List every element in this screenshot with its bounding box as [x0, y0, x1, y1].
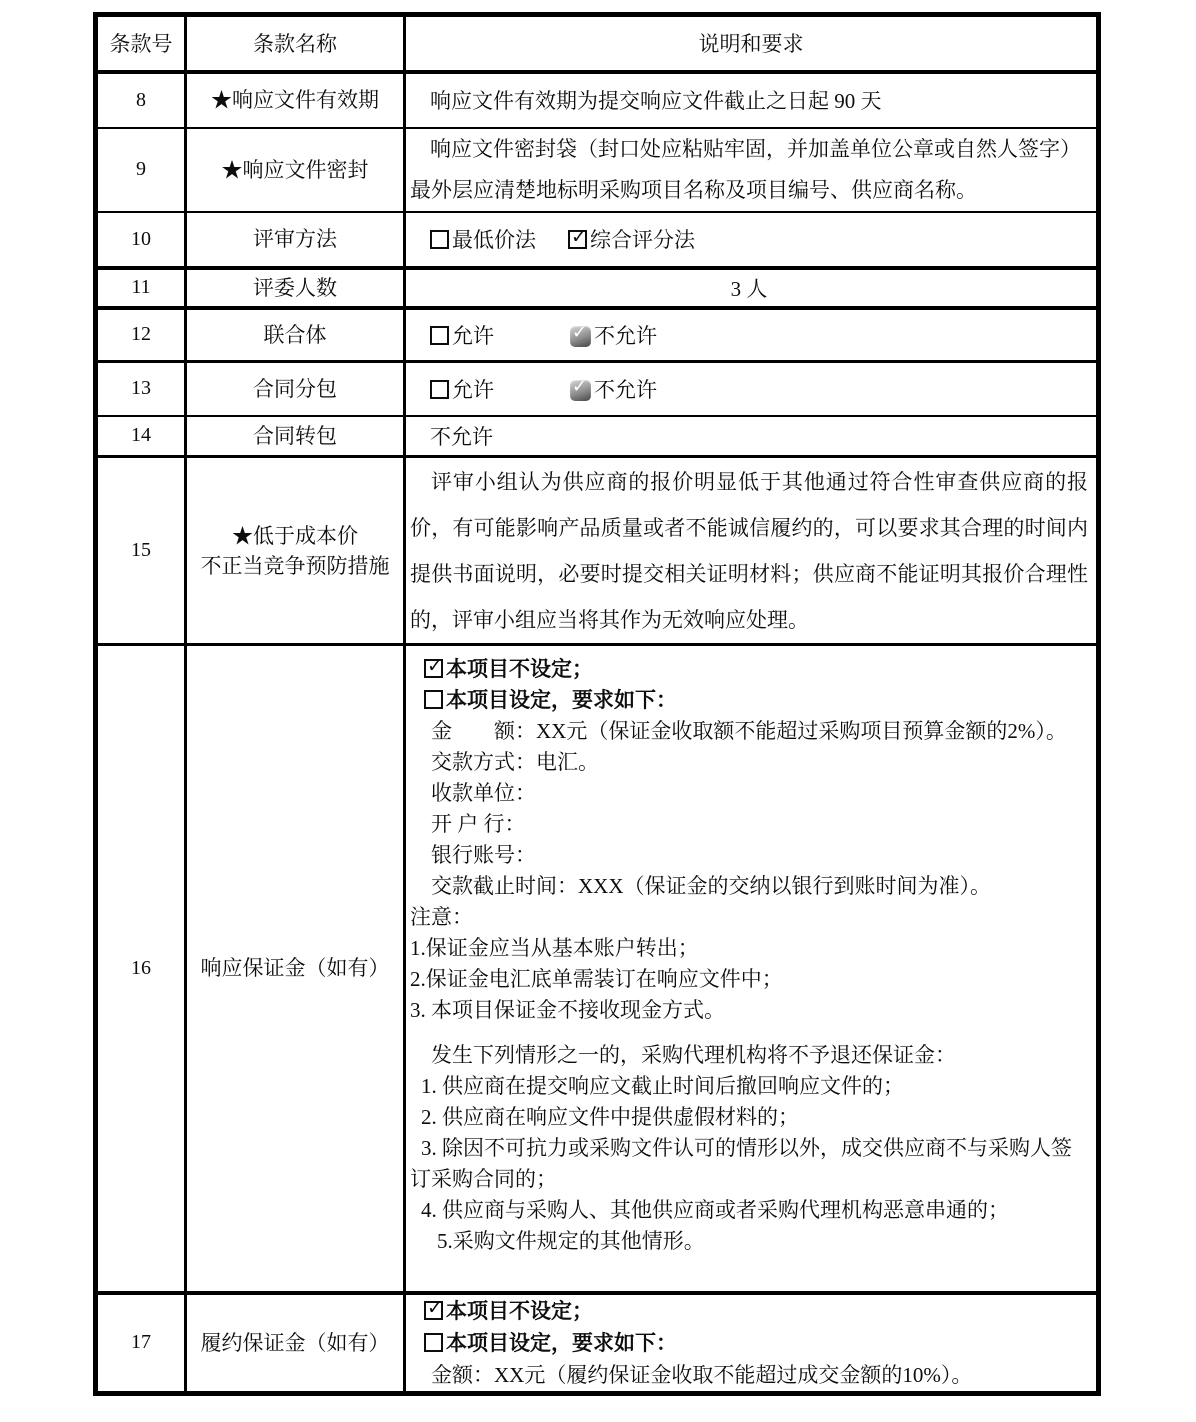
check-glyph: ✓ — [572, 375, 588, 397]
row-10 — [96, 212, 1099, 268]
row-16-name: 响应保证金（如有） — [186, 645, 405, 1293]
row-12-number: 12 — [96, 308, 186, 362]
row-14-number: 14 — [96, 416, 186, 457]
row-11-name: 评委人数 — [186, 268, 405, 308]
row-11-desc: 3 人 — [405, 268, 1099, 308]
row-13-number: 13 — [96, 362, 186, 416]
row-9-desc-cell — [405, 128, 1099, 212]
row-10-options — [410, 224, 1088, 254]
note-heading: 注意： — [410, 905, 473, 929]
row-15-name-line2: 不正当竞争预防措施 — [200, 553, 390, 578]
row-16 — [96, 645, 1099, 1293]
row-17-desc-cell — [405, 1293, 1099, 1394]
checkbox-unchecked-icon — [424, 690, 443, 709]
row-15 — [96, 457, 1099, 645]
forfeit-item-3: 3. 除因不可抗力或采购文件认可的情形以外，成交供应商不与采购人签订采购合同的； — [410, 1136, 1072, 1191]
row-9-desc-line1: 响应文件密封袋（封口处应粘贴牢固，并加盖单位公章或自然人签字） — [430, 136, 1081, 161]
row-16-number: 16 — [96, 645, 186, 1293]
bank-line: 开 户 行： — [431, 812, 526, 836]
option-set-label: 本项目设定，要求如下： — [446, 1330, 677, 1355]
option-set-label: 本项目设定，要求如下： — [446, 688, 677, 712]
clauses-table — [93, 12, 1101, 1396]
forfeit-item-5: 5.采购文件规定的其他情形。 — [437, 1229, 705, 1253]
forfeit-item-4: 4. 供应商与采购人、其他供应商或者采购代理机构恶意串通的； — [421, 1198, 1009, 1222]
row-11-number: 11 — [96, 268, 186, 308]
row-17-number: 17 — [96, 1293, 186, 1394]
checkbox-unchecked-icon — [430, 230, 449, 249]
blank-line — [410, 1026, 1088, 1040]
check-glyph: ✓ — [572, 321, 588, 343]
row-11 — [96, 268, 1099, 308]
checkbox-checked-icon — [424, 655, 443, 678]
row-15-name-line1: ★低于成本价 — [232, 523, 358, 548]
header-row — [96, 15, 1099, 72]
row-9-desc-line2: 最外层应清楚地标明采购项目名称及项目编号、供应商名称。 — [410, 177, 977, 202]
row-15-desc: 评审小组认为供应商的报价明显低于其他通过符合性审查供应商的报价，有可能影响产品质量或者不能诚信履约的，可以要求其合理的时间内提供书面说明，必要时提交相关证明材料；供应商不能证明其报价合理性的，评审小组应当将其作为无效响应处理。 — [410, 470, 1088, 632]
option-line-not-set — [410, 1295, 1088, 1327]
header-desc: 说明和要求 — [405, 15, 1099, 72]
row-10-desc-cell — [405, 212, 1099, 268]
row-17-name: 履约保证金（如有） — [186, 1293, 405, 1394]
row-10-number: 10 — [96, 212, 186, 268]
option-line-set — [410, 685, 1088, 716]
option-line-not-set — [410, 654, 1088, 685]
forfeit-item-1: 1. 供应商在提交响应文截止时间后撤回响应文件的； — [421, 1074, 904, 1098]
row-13-desc-cell — [405, 362, 1099, 416]
check-glyph: ✓ — [427, 655, 443, 677]
row-15-desc-cell — [405, 457, 1099, 645]
checkbox-checked-icon — [568, 226, 587, 249]
row-12-name: 联合体 — [186, 308, 405, 362]
option-line-set — [410, 1327, 1088, 1359]
checkbox-checked-gray-icon — [570, 375, 591, 401]
option-not-allowed-label: 不允许 — [594, 377, 657, 402]
option-comprehensive-scoring-label: 综合评分法 — [590, 228, 695, 252]
row-14-name: 合同转包 — [186, 416, 405, 457]
header-clause-no: 条款号 — [96, 15, 186, 72]
forfeit-heading: 发生下列情形之一的，采购代理机构将不予退还保证金： — [431, 1043, 956, 1067]
row-8 — [96, 72, 1099, 128]
payment-method-line: 交款方式：电汇。 — [431, 750, 599, 774]
check-glyph: ✓ — [427, 1296, 443, 1319]
row-10-name: 评审方法 — [186, 212, 405, 268]
row-17 — [96, 1293, 1099, 1394]
note-item-1: 1.保证金应当从基本账户转出； — [410, 936, 699, 960]
checkbox-checked-gray-icon — [570, 321, 591, 347]
row-12 — [96, 308, 1099, 362]
row-8-number: 8 — [96, 72, 186, 128]
row-8-desc-cell — [405, 72, 1099, 128]
row-15-name-cell — [186, 457, 405, 645]
performance-bond-amount-line: 金额：XX元（履约保证金收取不能超过成交金额的10%）。 — [431, 1362, 973, 1387]
row-8-name: ★响应文件有效期 — [186, 72, 405, 128]
row-14 — [96, 416, 1099, 457]
row-14-desc: 不允许 — [430, 424, 493, 449]
option-not-set-label: 本项目不设定； — [446, 657, 593, 681]
account-line: 银行账号： — [431, 843, 536, 867]
forfeit-item-2: 2. 供应商在响应文件中提供虚假材料的； — [421, 1105, 799, 1129]
row-14-desc-cell — [405, 416, 1099, 457]
row-13-options — [410, 374, 1088, 404]
deposit-amount-line: 金 额：XX元（保证金收取额不能超过采购项目预算金额的2%）。 — [431, 719, 1067, 743]
option-lowest-price-label: 最低价法 — [452, 228, 536, 252]
check-glyph: ✓ — [571, 226, 587, 248]
row-15-number: 15 — [96, 457, 186, 645]
payee-line: 收款单位： — [431, 781, 536, 805]
option-not-allowed-label: 不允许 — [594, 323, 657, 348]
row-12-desc-cell — [405, 308, 1099, 362]
row-16-desc-cell — [405, 645, 1099, 1293]
row-13 — [96, 362, 1099, 416]
row-12-options — [410, 320, 1088, 350]
row-9-number: 9 — [96, 128, 186, 212]
checkbox-unchecked-icon — [430, 326, 449, 345]
option-allowed-label: 允许 — [452, 377, 494, 402]
note-item-3: 3. 本项目保证金不接收现金方式。 — [410, 998, 725, 1022]
row-9 — [96, 128, 1099, 212]
row-9-name: ★响应文件密封 — [186, 128, 405, 212]
deadline-line: 交款截止时间：XXX（保证金的交纳以银行到账时间为准）。 — [431, 874, 991, 898]
row-8-desc: 响应文件有效期为提交响应文件截止之日起 90 天 — [430, 89, 882, 113]
row-13-name: 合同分包 — [186, 362, 405, 416]
note-item-2: 2.保证金电汇底单需装订在响应文件中； — [410, 967, 783, 991]
checkbox-unchecked-icon — [430, 380, 449, 399]
header-clause-name: 条款名称 — [186, 15, 405, 72]
option-allowed-label: 允许 — [452, 323, 494, 348]
checkbox-checked-icon — [424, 1296, 443, 1320]
option-not-set-label: 本项目不设定； — [446, 1298, 593, 1323]
checkbox-unchecked-icon — [424, 1333, 443, 1352]
